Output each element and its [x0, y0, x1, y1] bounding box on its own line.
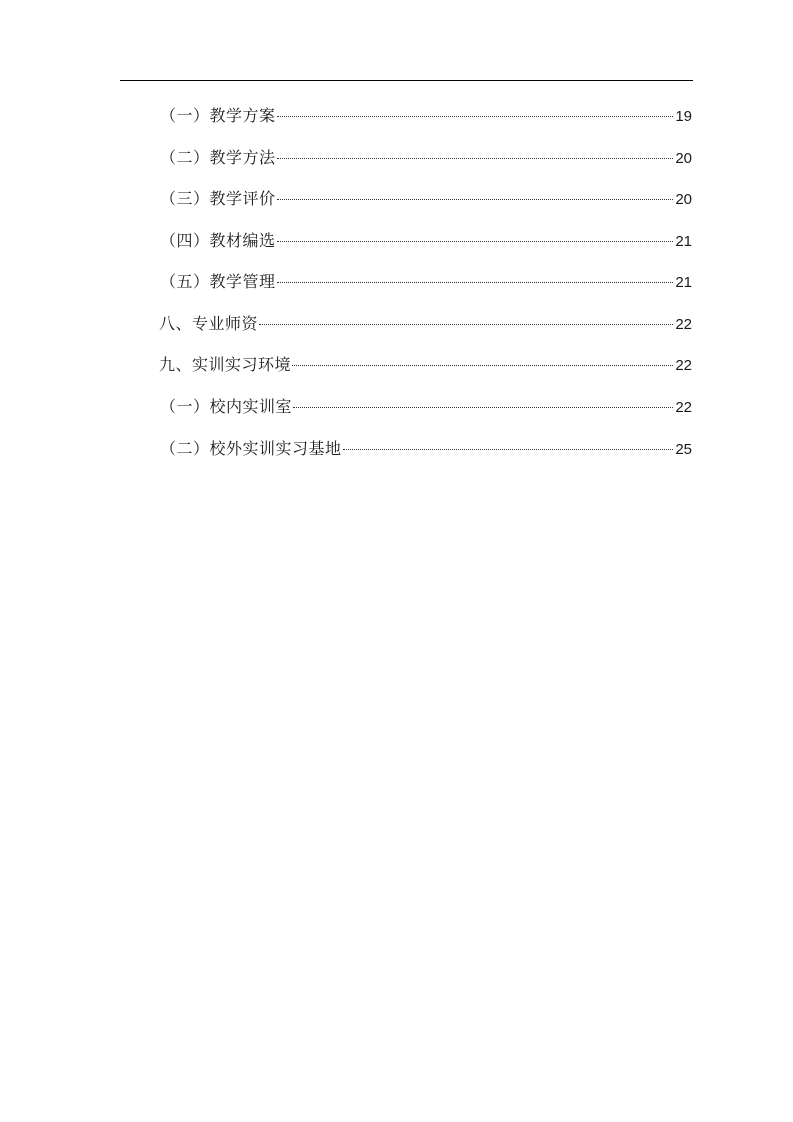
toc-dot-leader [277, 158, 674, 159]
toc-entry-label: （一）教学方案 [160, 106, 276, 125]
toc-dot-leader [277, 116, 674, 117]
toc-entry-label: （二）校外实训实习基地 [160, 439, 342, 458]
toc-entry-page: 22 [675, 316, 692, 333]
toc-dot-leader [259, 324, 673, 325]
toc-entry-page: 22 [675, 399, 692, 416]
toc-entry-page: 22 [675, 357, 692, 374]
toc-dot-leader [277, 241, 674, 242]
toc-entry-page: 20 [675, 191, 692, 208]
toc-entry[interactable] [160, 104, 692, 128]
toc-entry[interactable] [160, 270, 692, 294]
toc-dot-leader [293, 407, 673, 408]
toc-entry-page: 25 [675, 441, 692, 458]
toc-entry-page: 21 [675, 233, 692, 250]
toc-entry-label: （五）教学管理 [160, 272, 276, 291]
toc-dot-leader [343, 449, 674, 450]
toc-entry-label: 八、专业师资 [159, 314, 259, 333]
toc-entry-label: 九、实训实习环境 [159, 355, 292, 374]
toc-entry-page: 19 [675, 108, 692, 125]
toc-entry[interactable] [160, 395, 692, 419]
toc-entry-label: （一）校内实训室 [160, 397, 293, 416]
toc-dot-leader [277, 199, 674, 200]
toc-entry[interactable] [160, 437, 692, 461]
toc-entry-label: （二）教学方法 [160, 148, 276, 167]
toc-entry[interactable] [160, 187, 692, 211]
toc-entry[interactable] [160, 146, 692, 170]
header-rule [120, 80, 693, 81]
toc-entry-label: （三）教学评价 [160, 189, 276, 208]
toc-entry[interactable] [159, 312, 692, 336]
toc-dot-leader [277, 282, 674, 283]
toc-entry[interactable] [159, 353, 692, 377]
toc-dot-leader [292, 365, 673, 366]
toc-entry-page: 21 [675, 274, 692, 291]
toc-entry-page: 20 [675, 150, 692, 167]
toc-entry-label: （四）教材编选 [160, 231, 276, 250]
toc-entry[interactable] [160, 229, 692, 253]
